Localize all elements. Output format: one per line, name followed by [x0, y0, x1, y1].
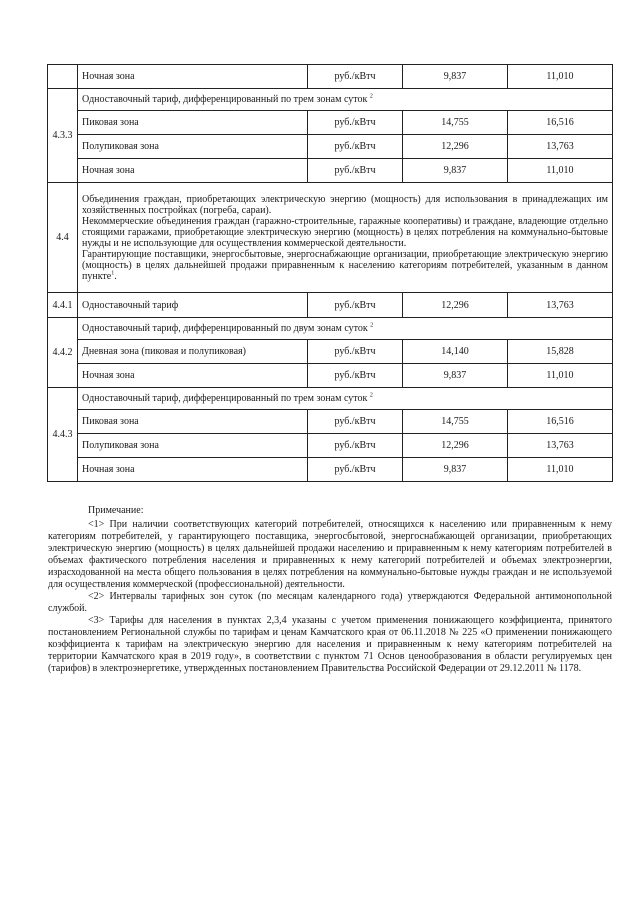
unit-cell: руб./кВтч [308, 159, 403, 183]
tariff-table [47, 64, 613, 482]
row-number [48, 65, 78, 89]
tariff-value-second-half: 11,010 [508, 159, 613, 183]
footnote-ref: 2 [369, 392, 373, 399]
tariff-value-second-half: 13,763 [508, 135, 613, 159]
note-paragraph: <2> Интервалы тарифных зон суток (по месяцам календарного года) утверждаются Федеральной антимонопольной службой. [48, 591, 612, 614]
row-number: 4.4.2 [48, 318, 78, 388]
row-number: 4.4.1 [48, 293, 78, 318]
section-title [78, 89, 613, 111]
zone-label: Ночная зона [78, 65, 308, 89]
section-title-text: Одноставочный тариф, дифференцированный по двум зонам суток [82, 323, 368, 334]
table-row [48, 65, 613, 89]
table-row [48, 89, 613, 111]
description-paragraph: Некоммерческие объединения граждан (гаражно-строительные, гаражные кооперативы) и граждане, владеющие отдельно стоящими гаражами, приобретающие электрическую энергию (мощность) в целях потребления на коммунально-бытовые нужды и не использующие для осуществления коммерческой деятельности. [82, 215, 608, 249]
table-row [48, 364, 613, 388]
tariff-value-second-half: 11,010 [508, 364, 613, 388]
section-title [78, 318, 613, 340]
row-number: 4.3.3 [48, 89, 78, 183]
footnote-ref: 2 [370, 322, 374, 329]
table-row [48, 458, 613, 482]
unit-cell: руб./кВтч [308, 111, 403, 135]
unit-cell: руб./кВтч [308, 364, 403, 388]
unit-cell: руб./кВтч [308, 458, 403, 482]
unit-cell: руб./кВтч [308, 434, 403, 458]
row-number: 4.4 [48, 183, 78, 293]
table-row [48, 410, 613, 434]
tariff-value-second-half: 16,516 [508, 410, 613, 434]
zone-label: Дневная зона (пиковая и полупиковая) [78, 340, 308, 364]
note-paragraph: <1> При наличии соответствующих категорий потребителей, относящихся к населению или приравненным к нему категориям потребителей, у гарантирующего поставщика, энергосбытовой, энергоснабжающей организации, приобретающих электрическую энергию (мощность) в целях дальнейшей продажи населению и приравненным к нему категориям потребителей в объемах фактического потребления населения и приравненных к нему категорий потребителей и объемах электроэнергии, израсходованной на места общего пользования в целях потребления на коммунально-бытовые нужды граждан и не используемой для осуществления коммерческой (профессиональной) деятельности. [48, 519, 612, 590]
unit-cell: руб./кВтч [308, 410, 403, 434]
table-row [48, 111, 613, 135]
table-row [48, 183, 613, 293]
zone-label: Пиковая зона [78, 410, 308, 434]
table-row [48, 434, 613, 458]
description-end: . [114, 270, 117, 282]
note-paragraph: <3> Тарифы для населения в пунктах 2,3,4 указаны с учетом применения понижающего коэффициента, принятого постановлением Региональной службы по тарифам и ценам Камчатского края от 06.11.2018 № 225 «О применении понижающего коэффициента к тарифам на электрическую энергию для населения и приравненным к нему категориям потребителей на территории Камчатского края в 2019 году», в соответствии с пунктом 71 Основ ценообразования в области регулируемых цен (тарифов) в электроэнергетике, утвержденных постановлением Правительства Российской Федерации от 29.12.2011 № 1178. [48, 615, 612, 674]
unit-cell: руб./кВтч [308, 65, 403, 89]
section-title [78, 388, 613, 410]
tariff-value-first-half: 9,837 [403, 159, 508, 183]
tariff-value-first-half: 9,837 [403, 364, 508, 388]
unit-cell: руб./кВтч [308, 135, 403, 159]
footnote-ref: 1 [111, 270, 115, 277]
tariff-value-first-half: 14,755 [403, 410, 508, 434]
tariff-value-first-half: 9,837 [403, 65, 508, 89]
row-number: 4.4.3 [48, 388, 78, 482]
tariff-value-first-half: 14,140 [403, 340, 508, 364]
tariff-value-second-half: 16,516 [508, 111, 613, 135]
notes-title: Примечание: [88, 505, 144, 516]
description-paragraph: Объединения граждан, приобретающих электрическую энергию (мощность) для использования в принадлежащих им хозяйственных постройках (погреба, сараи). [82, 193, 608, 216]
tariff-value-second-half: 11,010 [508, 65, 613, 89]
zone-label: Полупиковая зона [78, 434, 308, 458]
tariff-value-first-half: 12,296 [403, 434, 508, 458]
table-row [48, 293, 613, 318]
unit-cell: руб./кВтч [308, 340, 403, 364]
tariff-value-second-half: 13,763 [508, 434, 613, 458]
tariff-value-first-half: 14,755 [403, 111, 508, 135]
table-row [48, 135, 613, 159]
zone-label: Ночная зона [78, 159, 308, 183]
section-title-text: Одноставочный тариф, дифференцированный по трем зонам суток [82, 393, 368, 404]
tariff-value-second-half: 15,828 [508, 340, 613, 364]
section-title-text: Одноставочный тариф, дифференцированный по трем зонам суток [82, 94, 368, 105]
notes-section [48, 505, 612, 675]
table-row [48, 340, 613, 364]
tariff-value-first-half: 12,296 [403, 293, 508, 318]
description-text: Гарантирующие поставщики, энергосбытовые, энергоснабжающие организации, приобретающие электрическую энергию (мощность) в целях дальнейшей продажи приравненным к населению категориям потребителей, указанным в данном пункте [82, 248, 608, 282]
tariff-value-second-half: 13,763 [508, 293, 613, 318]
zone-label: Одноставочный тариф [78, 293, 308, 318]
table-row [48, 159, 613, 183]
tariff-value-first-half: 9,837 [403, 458, 508, 482]
zone-label: Ночная зона [78, 364, 308, 388]
table-row [48, 388, 613, 410]
footnote-ref: 2 [369, 93, 373, 100]
tariff-value-first-half: 12,296 [403, 135, 508, 159]
description-paragraph [82, 249, 608, 282]
consumer-category-description [78, 183, 613, 293]
zone-label: Полупиковая зона [78, 135, 308, 159]
unit-cell: руб./кВтч [308, 293, 403, 318]
table-row [48, 318, 613, 340]
zone-label: Пиковая зона [78, 111, 308, 135]
zone-label: Ночная зона [78, 458, 308, 482]
tariff-value-second-half: 11,010 [508, 458, 613, 482]
